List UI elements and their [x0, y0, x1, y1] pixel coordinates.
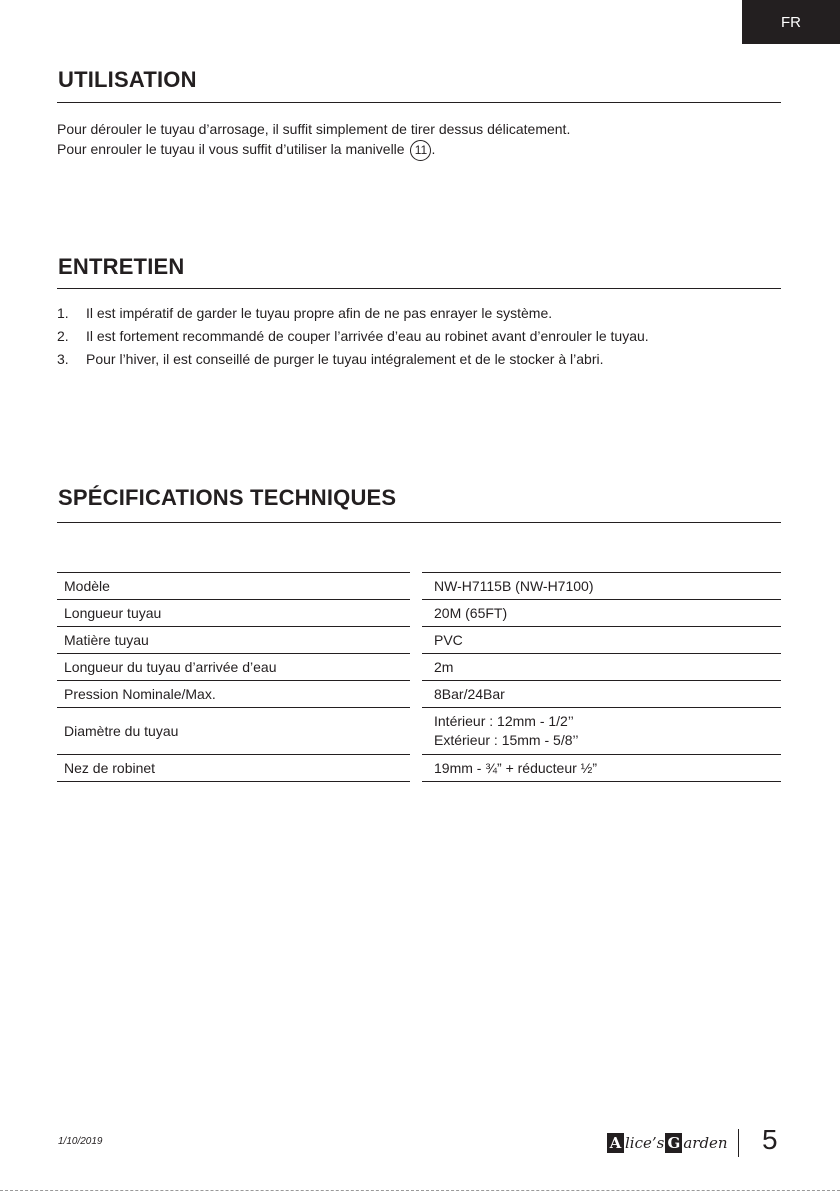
table-row: [57, 681, 781, 708]
spec-value: 20M (65FT): [422, 600, 781, 627]
section-rule: [57, 522, 781, 523]
section-rule: [57, 102, 781, 103]
section-rule: [57, 288, 781, 289]
spec-value: PVC: [422, 627, 781, 654]
spec-value: 8Bar/24Bar: [422, 681, 781, 708]
utilisation-line-2: [57, 139, 570, 161]
specifications-table: [57, 572, 781, 782]
page-bottom-line: [0, 1190, 840, 1191]
spec-label: Nez de robinet: [57, 755, 410, 782]
utilisation-line-1: Pour dérouler le tuyau d’arrosage, il suffit simplement de tirer dessus délicatement.: [57, 121, 571, 137]
logo-initial-g: G: [665, 1133, 682, 1153]
table-row: [57, 755, 781, 782]
spec-label: Modèle: [57, 573, 410, 600]
page-number: 5: [762, 1124, 778, 1155]
logo-initial-a: A: [607, 1133, 624, 1153]
spec-value-line: Extérieur : 15mm - 5/8’’: [434, 732, 579, 748]
table-row: [57, 627, 781, 654]
spec-label: Matière tuyau: [57, 627, 410, 654]
list-item: [57, 349, 649, 372]
spec-label: Diamètre du tuyau: [57, 708, 410, 755]
list-item-number: 1.: [57, 305, 69, 321]
spec-value: 19mm - ¾” + réducteur ½”: [422, 755, 781, 782]
list-item-number: 2.: [57, 328, 69, 344]
section-title-entretien: ENTRETIEN: [58, 254, 185, 279]
table-row: [57, 708, 781, 755]
table-row: [57, 654, 781, 681]
spec-value: NW-H7115B (NW-H7100): [422, 573, 781, 600]
list-item-text: Pour l’hiver, il est conseillé de purger le tuyau intégralement et de le stocker à l’abri.: [86, 351, 604, 367]
utilisation-text: [57, 119, 570, 161]
spec-value: 2m: [422, 654, 781, 681]
logo-text-part-2: arden: [683, 1134, 728, 1152]
list-item-number: 3.: [57, 351, 69, 367]
list-item-text: Il est fortement recommandé de couper l’arrivée d’eau au robinet avant d’enrouler le tuyau.: [86, 328, 649, 344]
list-item-text: Il est impératif de garder le tuyau propre afin de ne pas enrayer le système.: [86, 305, 553, 321]
spec-value: [422, 708, 781, 755]
utilisation-line-2-text: Pour enrouler le tuyau il vous suffit d’utiliser la manivelle: [57, 141, 405, 157]
section-title-specifications: SPÉCIFICATIONS TECHNIQUES: [58, 485, 397, 510]
section-title-utilisation: UTILISATION: [58, 67, 197, 92]
list-item: [57, 303, 649, 326]
spec-value-line: Intérieur : 12mm - 1/2’’: [434, 713, 574, 729]
utilisation-line-2-end: .: [431, 141, 436, 157]
table-row: [57, 600, 781, 627]
table-row: [57, 573, 781, 600]
maintenance-list: [57, 303, 649, 372]
spec-label: Longueur tuyau: [57, 600, 410, 627]
logo-text-part-1: lice’s: [625, 1134, 665, 1152]
spec-label: Pression Nominale/Max.: [57, 681, 410, 708]
brand-logo: [606, 1130, 728, 1156]
language-tab: FR: [742, 0, 840, 44]
list-item: [57, 326, 649, 349]
spec-label: Longueur du tuyau d’arrivée d’eau: [57, 654, 410, 681]
document-date: 1/10/2019: [58, 1136, 103, 1147]
footer-divider: [738, 1129, 739, 1157]
part-reference-badge: 11: [410, 140, 431, 161]
